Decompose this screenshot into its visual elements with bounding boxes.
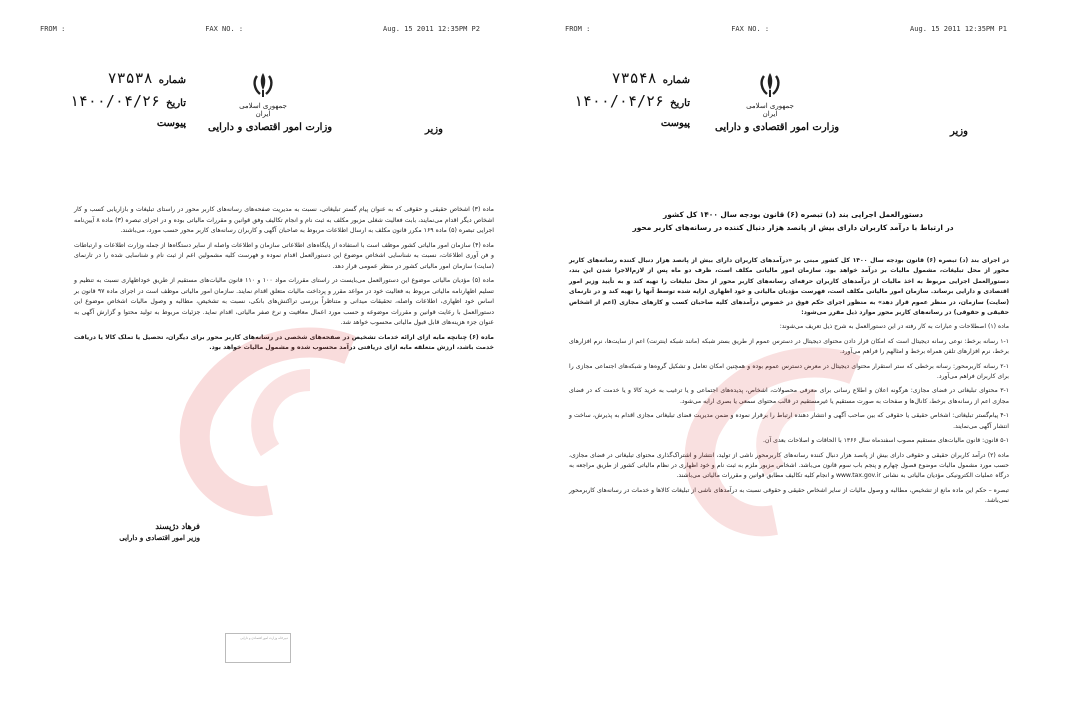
article-1: ماده (۱) اصطلاحات و عبارات به کار رفته در این دستورالعمل به شرح ذیل تعریف می‌شوند: [779,323,1009,331]
ministry-name: وزارت امور اقتصادی و دارایی [715,122,840,133]
article-2-note: تبصره – حکم این ماده مانع از تشخیص، مطالبه و وصول مالیات از سایر اشخاص حقیقی و حقوقی نسبت به درآمدهای ناشی از تبلیغات کالاها و خدمات در رسانه‌های کاربرمحور نمی‌باشد. [569,486,1009,505]
preamble: در اجرای بند (د) تبصره (۶) قانون بودجه سال ۱۴۰۰ کل کشور مبنی بر «درآمدهای کاربران دارای بیش از پانصد هزار دنبال کننده رسانه‌های کاربر محور از محل تبلیغات، مشمول مالیات بر درآمد خواهد بود. سازمان امور مالیاتی مکلف است، ظرف دو ماه پس از لازم‌الاجرا شدن این بند، دستورالعمل اجرایی مربوط به اخذ مالیات از درآمدهای کاربران حرفه‌ای رسانه‌های کاربر محور از محل تبلیغات را تهیه کند و به تأیید وزیر امور اقتصادی و دارایی برساند. سازمان امور مالیاتی مکلف است، فهرست مؤدیان مالیاتی و خود اظهاری ارایه شده توسط آنها را تهیه کند و در تارنمای (سایت) سازمان، در منظر عموم قرار دهد» به منظور اجرای حکم فوق در خصوص درآمدهای کلیه صاحبان کسب و کارهای مجازی (اعم از اشخاص حقیقی و حقوقی) در رسانه‌های کاربر محور موارد ذیل مقرر می‌شود: [569,257,1009,317]
fax-date: Aug. 15 2011 12:35PM P2 [383,25,480,33]
document-title-line-2: در ارتباط با درآمد کاربران دارای بیش از پانصد هزار دنبال کننده در رسانه‌های کاربر محور [632,223,954,232]
letter-body [74,205,494,358]
iran-emblem-icon [755,70,785,100]
signer-name: فرهاد دژپسند [155,521,200,531]
definition-1-5: ۵-۱ قانون: قانون مالیات‌های مستقیم مصوب اسفندماه سال ۱۳۶۶ با الحاقات و اصلاحات بعدی آن. [763,437,1009,445]
fax-header-right [565,22,1007,36]
minister-label: وزیر [425,124,443,135]
letterhead [555,40,1025,150]
document-title-line-1: دستورالعمل اجرایی بند (د) تبصره (۶) قانون بودجه سال ۱۴۰۰ کل کشور [663,210,923,219]
page-one [555,40,1025,720]
definition-1-3: ۳-۱ محتوای تبلیغاتی در فضای مجازی: هرگونه اعلان و اطلاع رسانی برای معرفی محصولات، اشخاص، پدیده‌های اجتماعی و یا ترغیب به خرید کالا و یا خدمت که در فضای مجازی اعم از رسانه‌های برخط، کانال‌ها و صفحات به صورت مستقیم یا غیرمستقیم در قالب محتوای سمعی یا بصری ارایه می‌شود. [569,387,1009,405]
letter-meta [570,68,690,134]
article-5: ماده (۵) مؤدیان مالیاتی موضوع این دستورالعمل می‌بایست در راستای مقررات مواد ۱۰۰ و ۱۱۰ قانون مالیات‌های مستقیم از طریق خوداظهاری نسبت به تنظیم و تسلیم اظهارنامه مالیاتی مربوط به فعالیت خود در مواعد مقرر و پرداخت مالیات متعلق اقدام نمایند. سازمان امور مالیاتی موظف است در اجرای ماده ۹۷ قانون بر اساس خود اظهاری، اطلاعات واصله، تحقیقات میدانی و متناظراً بررسی تراکنش‌های بانکی، نسبت به تشخیص، مطالبه و وصول مالیات اشخاص موضوع این دستورالعمل با رعایت قوانین و مقررات موضوعه و حسب مورد اعمال معافیت و نرخ صفر مالیاتی، اقدام نماید. جزئیات مربوط به تولید محتوا و گزارش آگهی به عنوان جزء هزینه‌های قابل قبول مالیاتی محسوب خواهد شد. [74,277,495,326]
minister-label: وزیر [950,126,968,137]
article-4: ماده (۴) سازمان امور مالیاتی کشور موظف است با استفاده از پایگاه‌های اطلاعاتی سازمان و اطلاعات واصله از سایر دستگاه‌ها از جمله وزارت اطلاعات و ارتباطات و فن آوری اطلاعات، نسبت به شناسایی اشخاص موضوع این دستورالعمل اقدام نموده و فهرست کلیه مشمولین اعم از ثبت نام و شناسایی شده را در تارنمای (سایت) سازمان امور مالیاتی کشور در منظر عمومی قرار دهد. [74,241,494,270]
letter-number-row: شماره۷۳۵۳۸ [107,69,186,87]
ministry-name: وزارت امور اقتصادی و دارایی [208,122,333,133]
letter-date: ۱۴۰۰/۰۴/۲۶ [69,92,161,110]
letter-date-row: تاریخ۱۴۰۰/۰۴/۲۶ [69,92,186,110]
fax-from-label: FROM : [565,25,591,33]
fax-from-label: FROM : [40,25,66,33]
article-3: ماده (۳) اشخاص حقیقی و حقوقی که به عنوان پیام گستر تبلیغاتی، نسبت به مدیریت صفحه‌های رسانه‌های کاربر محور در راستای تبلیغات و بازاریابی کسب و کار اشخاص دیگر اقدام می‌نمایند، بابت فعالیت شغلی مزبور مکلف به ثبت نام و انجام تکالیف وفق قوانین و مقررات مالیاتی بوده و در اجرای تبصره (۳) ماده ۸ آیین‌نامه اجرایی تبصره (۵) ماده ۱۶۹ مکرر قانون مکلف به ارسال اطلاعات مربوط به صاحبان آگهی و کاربران رسانه‌های کاربر محور حسب مورد، می‌باشند. [74,206,495,234]
letter-meta [66,68,186,134]
letter-attachment-row: پیوست [156,118,186,129]
secretariat-stamp: دبیرخانه وزارت امور اقتصادی و دارایی [225,633,291,663]
letter-number-row: شماره۷۳۵۴۸ [611,69,690,87]
signature-block [90,520,200,544]
republic-name: جمهوری اسلامی ایران [239,102,287,118]
definition-1-4: ۴-۱ پیام‌گستر تبلیغاتی: اشخاص حقیقی یا حقوقی که بین صاحب آگهی و انتشار دهنده ارتباط را برقرار نموده و ضمن مدیریت فضای تبلیغاتی مجازی اقدام به پذیرش، ساخت و انتشار آگهی می‌نمایند. [569,412,1009,430]
definition-1-2: ۲-۱ رسانه کاربرمحور: رسانه برخطی که ستر استقرار محتوای دیجیتال در معرض دسترس عموم بوده و همچنین امکان تعامل و تشکیل گروه‌ها و شبکه‌های اجتماعی مجازی را برای کاربران فراهم می‌آورد. [569,362,1009,381]
letter-date-row: تاریخ۱۴۰۰/۰۴/۲۶ [573,92,690,110]
letter-date: ۱۴۰۰/۰۴/۲۶ [573,92,665,110]
letter-body [569,256,1009,511]
fax-number-label: FAX NO. : [205,25,244,33]
article-6: ماده (۶) چنانچه مابه ازای ارائه خدمات تشخیص در صفحه‌های شخصی در رسانه‌های کاربر محور برای دیگران، تحصیل یا تملک کالا یا دریافت خدمت باشد، ارزش متعلقه مابه ازای دریافتی درآمد محسوب شده و مشمول مالیات خواهد بود. [74,333,495,351]
signer-title: وزیر امور اقتصادی و دارایی [119,533,200,542]
document-title [573,208,1013,234]
page-two [60,40,515,720]
fax-header-left [40,22,480,36]
iran-emblem-icon [248,70,278,100]
republic-name: جمهوری اسلامی ایران [746,102,794,118]
fax-date: Aug. 15 2011 12:35PM P1 [910,25,1007,33]
article-2: ماده (۲) درآمد کاربران حقیقی و حقوقی دارای بیش از پانصد هزار دنبال کننده رسانه‌های کاربرمحور ناشی از تولید، انتشار و اشتراک‌گذاری محتوای تبلیغاتی در فضای مجازی، حسب مورد مشمول مالیات موضوع فصول چهارم و پنجم باب سوم قانون می‌باشد. اشخاص مزبور ملزم به ثبت نام و خود اظهاری در نظام مالیاتی کشور از طریق مراجعه به درگاه عملیات الکترونیکی مؤدیان مالیاتی به نشانی www.tax.gov.ir و انجام کلیه تکالیف مطابق قوانین و مقررات مالیاتی می‌باشند. [569,451,1009,480]
letter-number: ۷۳۵۳۸ [107,69,153,87]
fax-number-label: FAX NO. : [731,25,770,33]
letter-number: ۷۳۵۴۸ [611,69,657,87]
letter-attachment-row: پیوست [660,118,690,129]
letterhead [60,40,515,150]
definition-1-1: ۱-۱ رسانه برخط: نوعی رسانه دیجیتال است که امکان قرار دادن محتوای دیجیتال در دسترس عموم از طریق بستر شبکه (مانند شبکه اینترنت) اعم از سایت‌ها، نرم افزارهای برخط، نرم افزارهای تلفن همراه برخط و امثالهم را فراهم می‌آورد. [569,337,1009,356]
